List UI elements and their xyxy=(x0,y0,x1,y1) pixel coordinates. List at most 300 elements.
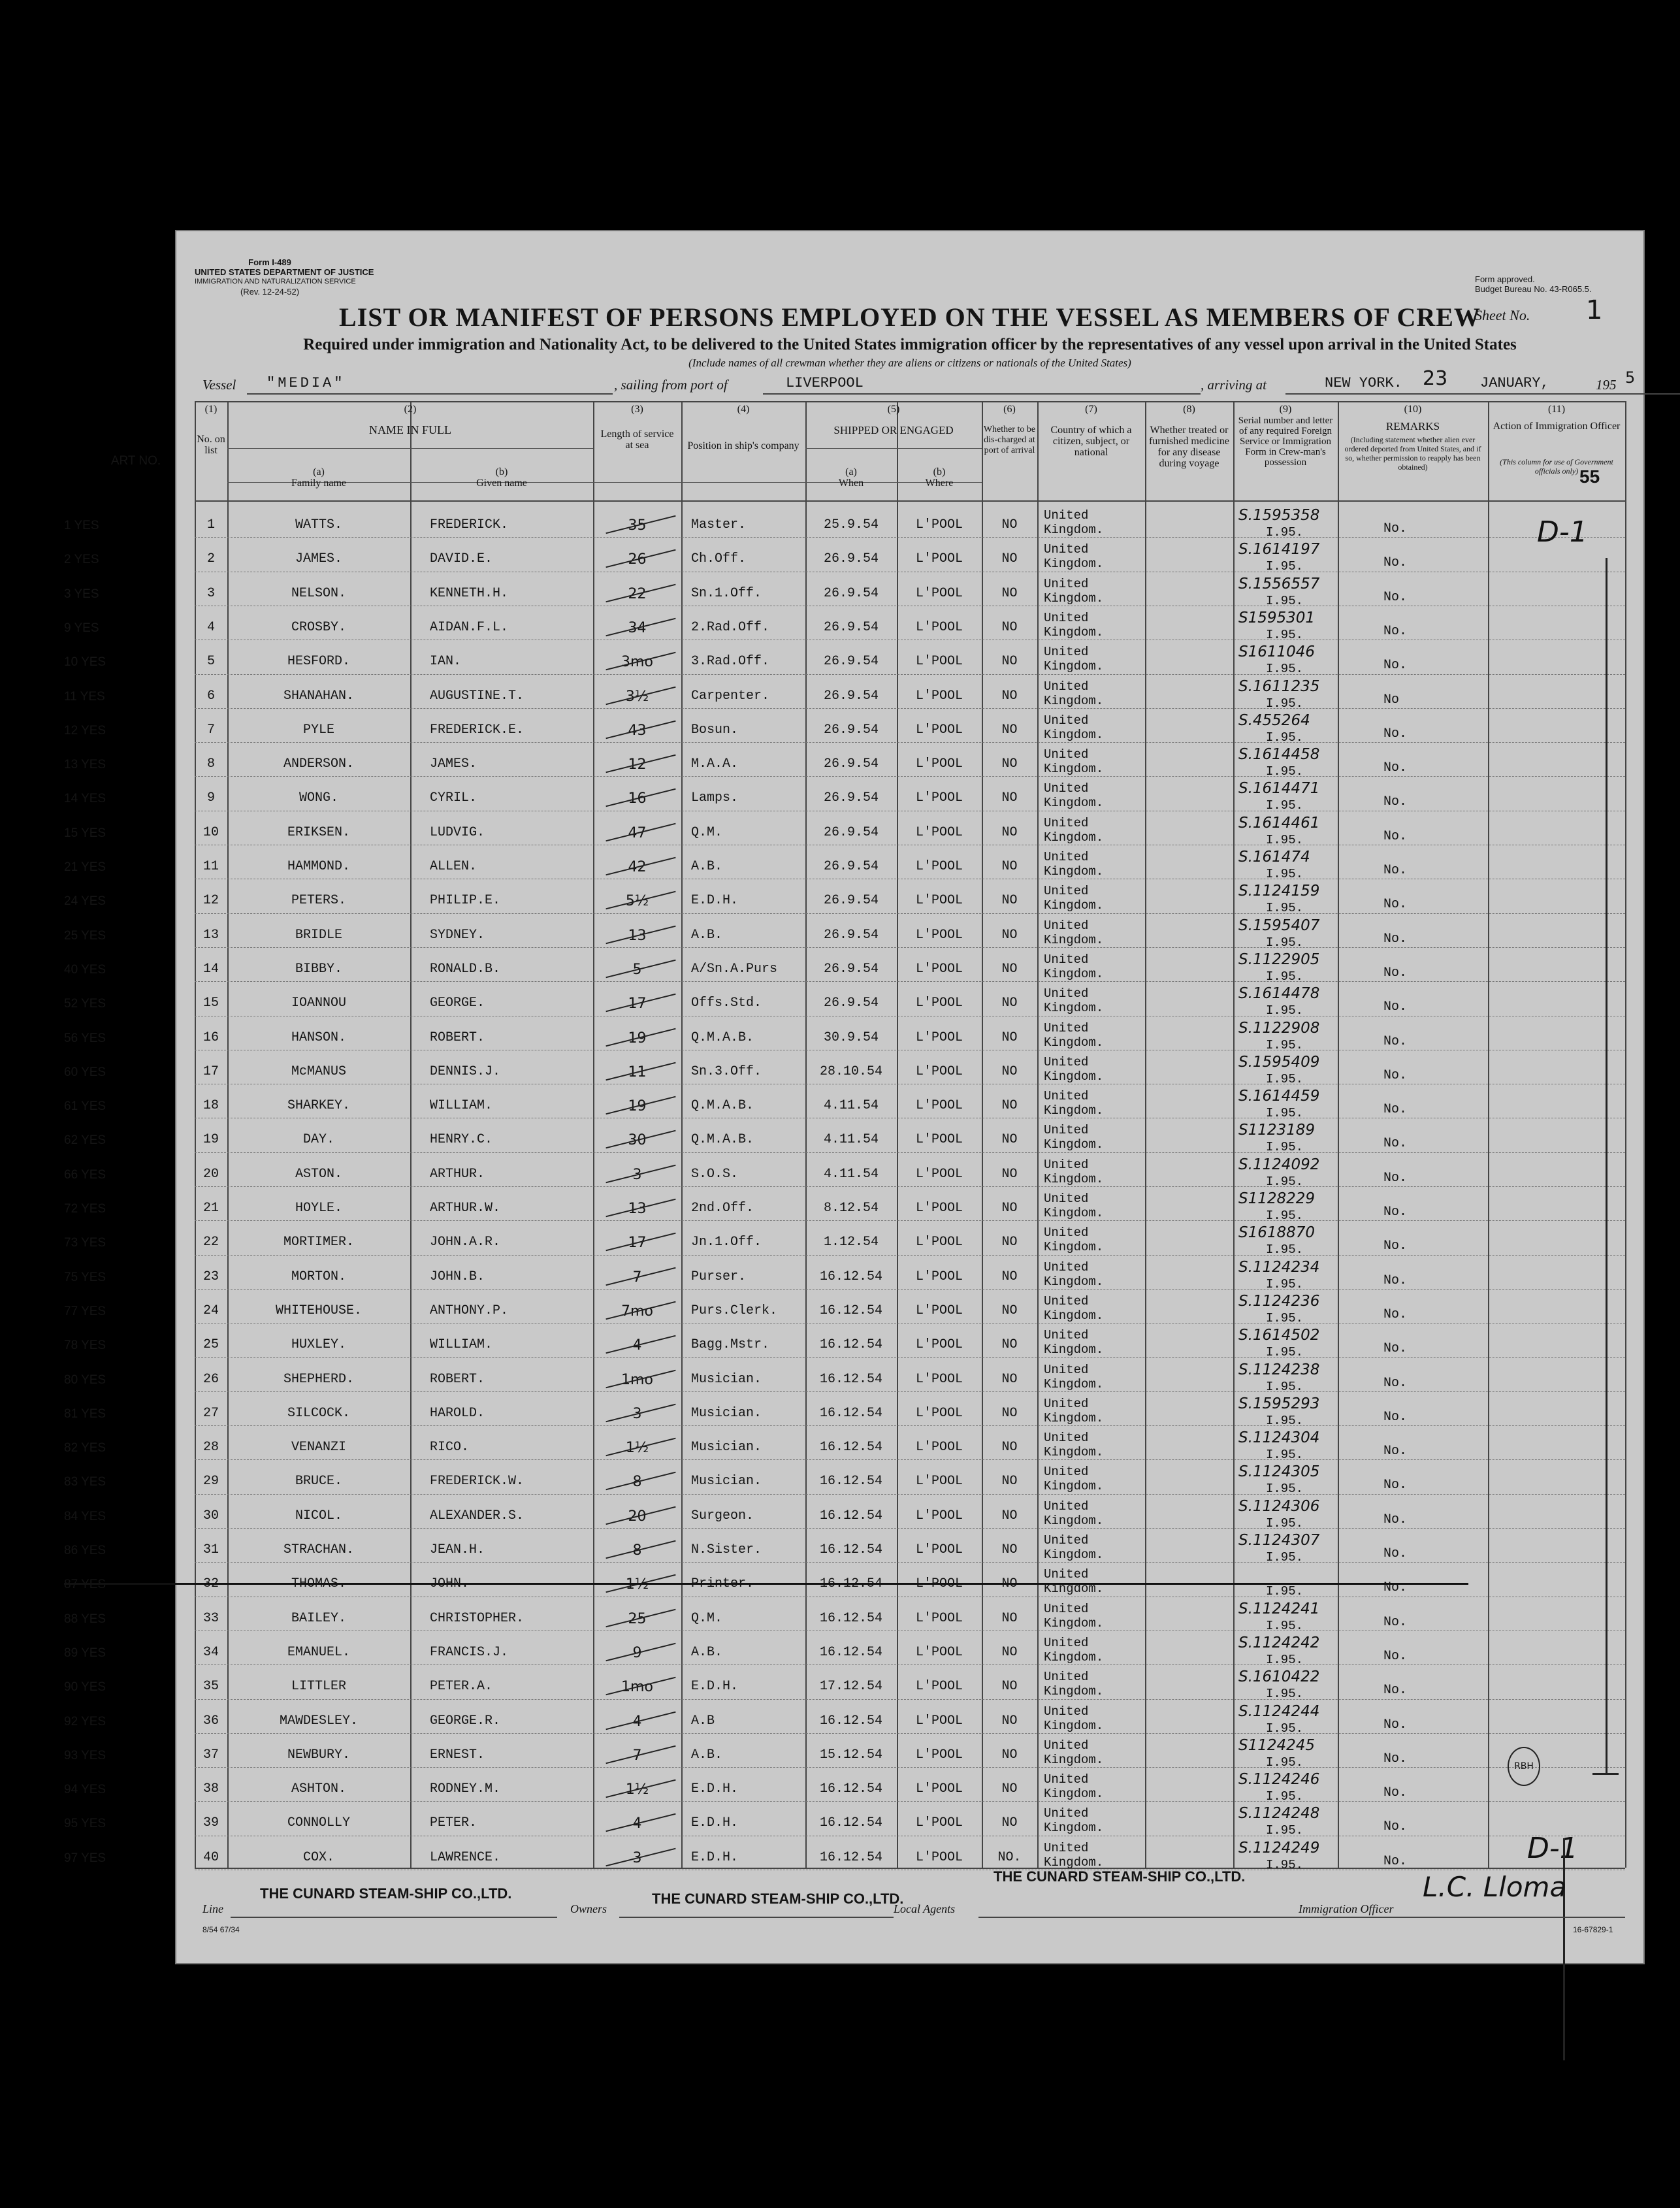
cell-country: United Kingdom. xyxy=(1044,1226,1104,1255)
cell-family: BRUCE. xyxy=(295,1474,342,1489)
cell-country: United Kingdom. xyxy=(1044,1465,1104,1494)
arrival-month: JANUARY, xyxy=(1480,375,1549,391)
cell-country: United Kingdom. xyxy=(1044,610,1104,640)
cell-pos: A/Sn.A.Purs xyxy=(691,961,778,977)
cell-svc: 35 xyxy=(628,517,647,534)
cell-where: L'POOL xyxy=(915,1235,963,1250)
art-number: 60 YES xyxy=(64,1065,106,1079)
cell-serial: S.1124306 xyxy=(1238,1497,1320,1515)
cell-form: I.95. xyxy=(1266,1857,1304,1872)
cell-when: 16.12.54 xyxy=(819,1405,882,1421)
cell-form: I.95. xyxy=(1266,1516,1304,1531)
cell-country: United Kingdom. xyxy=(1044,952,1104,981)
cell-when: 16.12.54 xyxy=(819,1781,882,1797)
cell-no: 5 xyxy=(206,654,215,670)
arrival-year: 195 xyxy=(1596,377,1617,393)
table-row xyxy=(64,1122,1625,1156)
table-row xyxy=(64,1292,1625,1327)
cell-dis: NO xyxy=(1001,517,1018,532)
cell-svc: 20 xyxy=(628,1508,647,1525)
cell-no: 30 xyxy=(202,1508,219,1523)
table-row xyxy=(64,1805,1625,1839)
art-number: 72 YES xyxy=(64,1202,106,1216)
cell-form: I.95. xyxy=(1266,1789,1304,1804)
cell-pos: Surgeon. xyxy=(691,1508,754,1523)
arrival-year-suffix: 5 xyxy=(1625,368,1636,387)
cell-country: United Kingdom. xyxy=(1044,1670,1104,1699)
cell-given: RONALD.B. xyxy=(430,961,501,977)
cell-no: 36 xyxy=(202,1713,219,1729)
cell-no: 22 xyxy=(202,1235,219,1250)
cell-no: 25 xyxy=(202,1337,219,1353)
cell-where: L'POOL xyxy=(915,1815,963,1831)
cell-remarks: No. xyxy=(1383,1648,1408,1664)
cell-form: I.95. xyxy=(1266,1584,1304,1599)
cell-no: 18 xyxy=(202,1098,219,1114)
revision-line: (Rev. 12-24-52) xyxy=(240,287,300,297)
cell-form: I.95. xyxy=(1266,867,1304,881)
cell-pos: Printer. xyxy=(691,1576,754,1592)
cell-serial: S.1124241 xyxy=(1238,1600,1320,1617)
cell-country: United Kingdom. xyxy=(1044,1704,1104,1733)
cell-when: 16.12.54 xyxy=(819,1337,882,1353)
cell-pos: Offs.Std. xyxy=(691,996,762,1011)
cell-no: 35 xyxy=(202,1679,219,1695)
cell-when: 1.12.54 xyxy=(823,1235,879,1250)
cell-remarks: No. xyxy=(1383,999,1408,1015)
cell-remarks: No. xyxy=(1383,760,1408,776)
cell-when: 16.12.54 xyxy=(819,1269,882,1284)
cell-where: L'POOL xyxy=(915,722,963,738)
cell-given: ROBERT. xyxy=(430,1030,485,1045)
cell-given: GEORGE.R. xyxy=(430,1713,501,1729)
cell-serial: S.1124236 xyxy=(1238,1292,1320,1310)
cell-dis: NO xyxy=(1001,893,1018,909)
cell-form: I.95. xyxy=(1266,1345,1304,1360)
cell-remarks: No xyxy=(1383,692,1400,707)
cell-pos: Bagg.Mstr. xyxy=(691,1337,770,1353)
cell-no: 7 xyxy=(206,722,215,738)
cell-country: United Kingdom. xyxy=(1044,1328,1104,1357)
cell-svc: 47 xyxy=(628,824,647,841)
cell-given: RICO. xyxy=(430,1440,470,1455)
cell-family: HESFORD. xyxy=(287,654,350,670)
art-number: 9 YES xyxy=(64,621,99,635)
cell-when: 26.9.54 xyxy=(823,927,879,943)
cell-when: 16.12.54 xyxy=(819,1508,882,1523)
disposition-mark-top: D-1 xyxy=(1537,515,1588,549)
cell-where: L'POOL xyxy=(915,1303,963,1318)
art-number: 86 YES xyxy=(64,1544,106,1557)
cell-pos: E.D.H. xyxy=(691,893,739,909)
cell-dis: NO xyxy=(1001,1713,1018,1729)
cell-dis: NO xyxy=(1001,1747,1018,1762)
cell-dis: NO xyxy=(1001,1166,1018,1182)
art-number: 92 YES xyxy=(64,1714,106,1729)
form-header-left xyxy=(195,257,374,297)
cell-when: 26.9.54 xyxy=(823,790,879,806)
arrival-day: 23 xyxy=(1423,367,1448,390)
cell-pos: Master. xyxy=(691,517,747,532)
cell-country: United Kingdom. xyxy=(1044,1293,1104,1323)
cell-given: DAVID.E. xyxy=(430,551,493,567)
cell-when: 17.12.54 xyxy=(819,1679,882,1695)
cell-svc: 19 xyxy=(628,1030,647,1047)
art-number: 24 YES xyxy=(64,894,106,909)
cell-when: 25.9.54 xyxy=(823,517,879,532)
cell-serial: S.1124242 xyxy=(1238,1634,1320,1651)
cell-country: United Kingdom. xyxy=(1044,1499,1104,1528)
cell-given: SYDNEY. xyxy=(430,927,485,943)
cell-dis: NO xyxy=(1001,1440,1018,1455)
cell-pos: Bosun. xyxy=(691,722,739,738)
cell-serial: S.1124234 xyxy=(1238,1258,1320,1276)
cell-no: 9 xyxy=(206,790,215,806)
cell-given: JOHN.B. xyxy=(430,1269,485,1284)
cell-svc: 25 xyxy=(628,1610,647,1627)
cell-remarks: No. xyxy=(1383,555,1408,571)
cell-dis: NO xyxy=(1001,1030,1018,1045)
cell-no: 40 xyxy=(202,1849,219,1865)
col6-number: (6) xyxy=(1003,404,1016,415)
cell-given: ALLEN. xyxy=(430,859,477,874)
cell-remarks: No. xyxy=(1383,1341,1408,1357)
cell-serial: S1123189 xyxy=(1238,1122,1316,1139)
art-number: 89 YES xyxy=(64,1646,106,1660)
cell-family: HANSON. xyxy=(291,1030,346,1045)
officer-initials: RBH xyxy=(1508,1747,1540,1786)
cell-svc: 42 xyxy=(628,859,647,875)
cell-remarks: No. xyxy=(1383,828,1408,844)
cell-given: HAROLD. xyxy=(430,1405,485,1421)
cell-family: ASTON. xyxy=(295,1166,342,1182)
cell-given: WILLIAM. xyxy=(430,1337,493,1353)
cell-when: 16.12.54 xyxy=(819,1849,882,1865)
cell-given: ARTHUR.W. xyxy=(430,1201,501,1216)
cell-serial: S.1595407 xyxy=(1238,917,1320,934)
cell-remarks: No. xyxy=(1383,863,1408,878)
table-row xyxy=(64,1088,1625,1122)
cell-no: 12 xyxy=(202,893,219,909)
cell-pos: Q.M. xyxy=(691,824,723,840)
cell-serial: S.1124246 xyxy=(1238,1771,1320,1789)
cell-remarks: No. xyxy=(1383,897,1408,913)
cell-dis: NO xyxy=(1001,1679,1018,1695)
cell-serial: S.455264 xyxy=(1238,711,1310,729)
cell-serial: S.1614458 xyxy=(1238,746,1320,764)
art-number: 66 YES xyxy=(64,1167,106,1182)
cell-svc: 17 xyxy=(628,1235,647,1252)
cell-where: L'POOL xyxy=(915,824,963,840)
cell-serial: S.1595409 xyxy=(1238,1053,1320,1071)
cell-when: 26.9.54 xyxy=(823,722,879,738)
cell-svc: 22 xyxy=(628,585,647,602)
approval-line: Form approved. xyxy=(1475,274,1535,284)
cell-serial: S1128229 xyxy=(1238,1190,1316,1207)
cell-serial: S1595301 xyxy=(1238,609,1316,626)
cell-country: United Kingdom. xyxy=(1044,1089,1104,1118)
cell-remarks: No. xyxy=(1383,589,1408,605)
cell-remarks: No. xyxy=(1383,965,1408,981)
col5-header: SHIPPED OR ENGAGED xyxy=(833,424,954,436)
table-row xyxy=(64,1258,1625,1293)
cell-dis: NO xyxy=(1001,961,1018,977)
owners-stamp: THE CUNARD STEAM-SHIP CO.,LTD. xyxy=(652,1891,904,1907)
cell-dis: NO xyxy=(1001,1201,1018,1216)
cell-given: FREDERICK.W. xyxy=(430,1474,525,1489)
col5a-header: (a) When xyxy=(838,466,864,489)
col10-number: (10) xyxy=(1404,404,1422,415)
cell-dis: NO xyxy=(1001,1644,1018,1660)
cell-country: United Kingdom. xyxy=(1044,542,1104,572)
cell-svc: 5 xyxy=(632,961,642,978)
cell-where: L'POOL xyxy=(915,1269,963,1284)
cell-when: 16.12.54 xyxy=(819,1576,882,1592)
cell-family: MORTON. xyxy=(291,1269,346,1284)
cell-serial: S.1595358 xyxy=(1238,507,1320,524)
table-row xyxy=(64,1566,1625,1600)
cell-given: FREDERICK.E. xyxy=(430,722,525,738)
cell-where: L'POOL xyxy=(915,1371,963,1387)
cell-where: L'POOL xyxy=(915,1747,963,1762)
cell-form: I.95. xyxy=(1266,1482,1304,1497)
cell-where: L'POOL xyxy=(915,996,963,1011)
cell-when: 4.11.54 xyxy=(823,1098,879,1114)
table-row xyxy=(64,917,1625,951)
port-of-departure: LIVERPOOL xyxy=(786,375,864,391)
cell-form: I.95. xyxy=(1266,662,1304,677)
cell-dis: NO xyxy=(1001,1132,1018,1148)
cell-where: L'POOL xyxy=(915,1644,963,1660)
cell-given: ALEXANDER.S. xyxy=(430,1508,525,1523)
cell-no: 16 xyxy=(202,1030,219,1045)
col2-number: (2) xyxy=(404,404,417,415)
table-row xyxy=(64,507,1625,541)
cell-no: 26 xyxy=(202,1371,219,1387)
cell-serial: S.1614502 xyxy=(1238,1327,1320,1344)
cell-when: 8.12.54 xyxy=(823,1201,879,1216)
cell-serial: S.1122905 xyxy=(1238,950,1320,968)
cell-pos: 2nd.Off. xyxy=(691,1201,754,1216)
table-row xyxy=(64,711,1625,746)
cell-no: 6 xyxy=(206,688,215,704)
cell-dis: NO xyxy=(1001,1576,1018,1592)
table-row xyxy=(64,849,1625,883)
cell-pos: Purser. xyxy=(691,1269,747,1284)
vessel-name: "MEDIA" xyxy=(267,375,346,391)
cell-serial: S.1614471 xyxy=(1238,780,1320,798)
cell-where: L'POOL xyxy=(915,790,963,806)
cell-country: United Kingdom. xyxy=(1044,747,1104,777)
cell-when: 16.12.54 xyxy=(819,1610,882,1626)
cell-pos: 2.Rad.Off. xyxy=(691,619,770,635)
cell-where: L'POOL xyxy=(915,893,963,909)
cell-given: FRANCIS.J. xyxy=(430,1644,509,1660)
cell-pos: 3.Rad.Off. xyxy=(691,654,770,670)
cell-given: LUDVIG. xyxy=(430,824,485,840)
cell-country: United Kingdom. xyxy=(1044,1192,1104,1220)
cell-dis: NO xyxy=(1001,1815,1018,1831)
cell-when: 16.12.54 xyxy=(819,1371,882,1387)
table-row xyxy=(64,1771,1625,1805)
cell-when: 16.12.54 xyxy=(819,1815,882,1831)
cell-given: IAN. xyxy=(430,654,462,670)
department-line: UNITED STATES DEPARTMENT OF JUSTICE xyxy=(195,267,374,277)
cell-country: United Kingdom. xyxy=(1044,1259,1104,1289)
cell-family: LITTLER xyxy=(291,1679,346,1695)
cell-no: 33 xyxy=(202,1610,219,1626)
table-row xyxy=(64,1019,1625,1054)
cell-given: PHILIP.E. xyxy=(430,893,501,909)
cell-no: 1 xyxy=(206,517,215,532)
cell-serial: S.1595293 xyxy=(1238,1395,1320,1412)
cell-remarks: No. xyxy=(1383,1273,1408,1288)
cell-country: United Kingdom. xyxy=(1044,884,1104,913)
cell-dis: NO xyxy=(1001,585,1018,601)
cell-svc: 8 xyxy=(632,1474,642,1491)
cell-remarks: No. xyxy=(1383,1614,1408,1630)
cell-family: MORTIMER. xyxy=(283,1235,355,1250)
col4-number: (4) xyxy=(737,404,750,415)
cell-family: SILCOCK. xyxy=(287,1405,350,1421)
cell-country: United Kingdom. xyxy=(1044,576,1104,606)
table-row xyxy=(64,1668,1625,1702)
cell-no: 15 xyxy=(202,996,219,1011)
cell-dis: NO xyxy=(1001,1542,1018,1557)
cell-given: JOHN. xyxy=(430,1576,470,1592)
header-rule xyxy=(805,448,982,449)
art-number: 13 YES xyxy=(64,758,106,772)
cell-remarks: No. xyxy=(1383,623,1408,639)
cell-remarks: No. xyxy=(1383,1375,1408,1391)
col4-header: Position in ship's company xyxy=(687,440,800,451)
cell-where: L'POOL xyxy=(915,1542,963,1557)
cell-form: I.95. xyxy=(1266,1209,1304,1223)
col2a-header: (a) Family name xyxy=(291,466,346,489)
cell-remarks: No. xyxy=(1383,1444,1408,1459)
vessel-label: Vessel xyxy=(202,377,236,393)
line-stamp: THE CUNARD STEAM-SHIP CO.,LTD. xyxy=(260,1885,512,1902)
cell-pos: Jn.1.Off. xyxy=(691,1235,762,1250)
cell-when: 16.12.54 xyxy=(819,1542,882,1557)
cell-given: ERNEST. xyxy=(430,1747,485,1762)
cell-family: NICOL. xyxy=(295,1508,342,1523)
cell-no: 29 xyxy=(202,1474,219,1489)
art-number: 88 YES xyxy=(64,1612,106,1626)
cell-dis: NO xyxy=(1001,688,1018,704)
cell-form: I.95. xyxy=(1266,969,1304,984)
cell-dis: NO xyxy=(1001,1303,1018,1318)
cell-when: 16.12.54 xyxy=(819,1303,882,1318)
cell-serial: S.1124305 xyxy=(1238,1463,1320,1481)
cell-svc: 34 xyxy=(628,619,647,636)
col1-header: No. on list xyxy=(197,434,225,456)
table-row xyxy=(64,1497,1625,1532)
cell-given: DENNIS.J. xyxy=(430,1063,501,1079)
cell-svc: 1½ xyxy=(625,1781,649,1798)
cell-family: MAWDESLEY. xyxy=(279,1713,359,1729)
cell-pos: Sn.1.Off. xyxy=(691,585,762,601)
cell-country: United Kingdom. xyxy=(1044,1806,1104,1836)
table-row xyxy=(64,1395,1625,1429)
table-row xyxy=(64,1839,1625,1874)
cell-where: L'POOL xyxy=(915,859,963,874)
table-row xyxy=(64,1736,1625,1771)
cell-remarks: No. xyxy=(1383,1136,1408,1152)
cell-pos: S.O.S. xyxy=(691,1166,739,1182)
cell-country: United Kingdom. xyxy=(1044,918,1104,947)
cell-svc: 16 xyxy=(628,790,647,807)
cell-where: L'POOL xyxy=(915,1474,963,1489)
cell-where: L'POOL xyxy=(915,654,963,670)
cell-family: NELSON. xyxy=(291,585,346,601)
cell-family: STRACHAN. xyxy=(283,1542,355,1557)
cell-no: 13 xyxy=(202,927,219,943)
cell-where: L'POOL xyxy=(915,1781,963,1797)
cell-family: HUXLEY. xyxy=(291,1337,346,1353)
cell-remarks: No. xyxy=(1383,1512,1408,1527)
table-row xyxy=(64,1532,1625,1566)
art-number: 14 YES xyxy=(64,792,106,806)
cell-svc: 9 xyxy=(632,1644,642,1661)
cell-svc: 7 xyxy=(632,1747,642,1764)
cell-serial: S.1122908 xyxy=(1238,1019,1320,1037)
cell-svc: 13 xyxy=(628,1201,647,1217)
cell-svc: 11 xyxy=(628,1063,647,1080)
cell-serial: S.1124092 xyxy=(1238,1156,1320,1173)
cell-remarks: No. xyxy=(1383,1478,1408,1493)
cell-form: I.95. xyxy=(1266,593,1304,608)
cell-form: I.95. xyxy=(1266,935,1304,950)
cell-remarks: No. xyxy=(1383,1546,1408,1561)
cell-country: United Kingdom. xyxy=(1044,713,1104,742)
cell-form: I.95. xyxy=(1266,730,1304,745)
cell-given: ANTHONY.P. xyxy=(430,1303,509,1318)
cell-no: 19 xyxy=(202,1132,219,1148)
crew-manifest-sheet xyxy=(64,230,1645,1964)
art-number: 2 YES xyxy=(64,553,99,567)
cell-given: JEAN.H. xyxy=(430,1542,485,1557)
cell-form: I.95. xyxy=(1266,1310,1304,1325)
cell-country: United Kingdom. xyxy=(1044,1738,1104,1767)
cell-dis: NO xyxy=(1001,859,1018,874)
sailing-label: , sailing from port of xyxy=(614,377,728,393)
cell-svc: 43 xyxy=(628,722,647,739)
art-number: 87 YES xyxy=(64,1578,106,1592)
table-row xyxy=(64,541,1625,575)
cell-no: 4 xyxy=(206,619,215,635)
cell-when: 28.10.54 xyxy=(819,1063,882,1079)
cell-remarks: No. xyxy=(1383,931,1408,947)
cell-country: United Kingdom. xyxy=(1044,1567,1104,1597)
cell-dis: NO xyxy=(1001,927,1018,943)
cell-given: PETER. xyxy=(430,1815,477,1831)
cell-no: 28 xyxy=(202,1440,219,1455)
cell-svc: 1mo xyxy=(621,1679,653,1696)
cell-country: United Kingdom. xyxy=(1044,508,1104,537)
cell-serial: S.1124304 xyxy=(1238,1429,1320,1447)
cell-serial: S.1614197 xyxy=(1238,541,1320,559)
cell-when: 4.11.54 xyxy=(823,1166,879,1182)
col10-note: (Including statement whether alien ever ordered deported from United States, and if so, whether permission to reapply has been obtained) xyxy=(1344,435,1481,472)
art-number: 21 YES xyxy=(64,860,106,874)
cell-when: 26.9.54 xyxy=(823,824,879,840)
art-number: 82 YES xyxy=(64,1441,106,1455)
cell-family: COX. xyxy=(302,1849,334,1865)
cell-family: SHANAHAN. xyxy=(283,688,355,704)
art-number: 77 YES xyxy=(64,1304,106,1318)
cell-where: L'POOL xyxy=(915,1610,963,1626)
